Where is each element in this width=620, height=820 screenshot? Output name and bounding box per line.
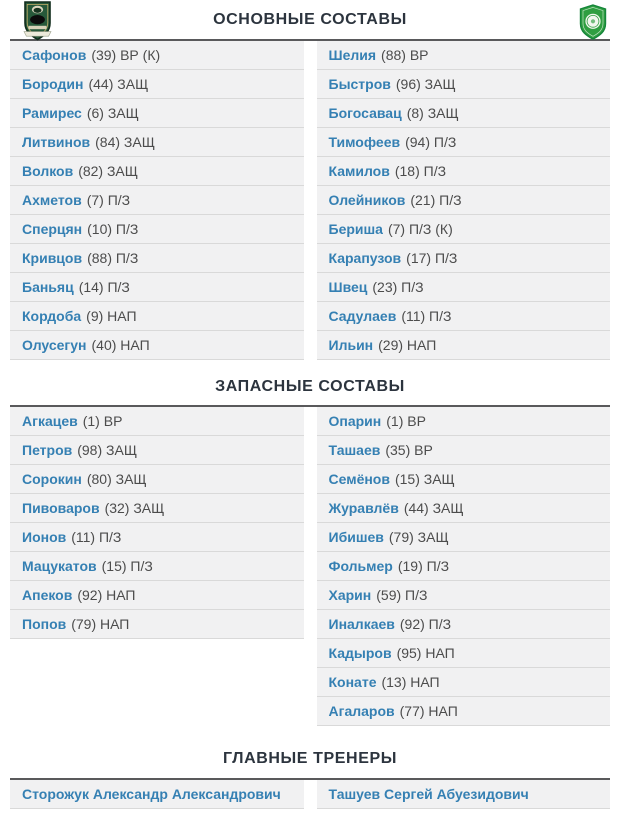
player-row xyxy=(10,581,304,610)
player-details: (82) ЗАЩ xyxy=(78,163,138,179)
player-row xyxy=(10,302,304,331)
player-name-link[interactable]: Шелия xyxy=(328,47,377,63)
player-row xyxy=(317,465,611,494)
player-name-link[interactable]: Богосавац xyxy=(328,105,402,121)
player-details: (92) П/З xyxy=(399,616,452,632)
coaches-header xyxy=(10,726,610,780)
player-details: (1) ВР xyxy=(386,413,426,429)
player-row xyxy=(317,552,611,581)
player-name-link[interactable]: Фольмер xyxy=(328,558,393,574)
player-name-link[interactable]: Агаларов xyxy=(328,703,395,719)
player-name-link[interactable]: Апеков xyxy=(22,587,73,603)
player-details: (44) ЗАЩ xyxy=(88,76,149,92)
player-row xyxy=(10,99,304,128)
player-details: (8) ЗАЩ xyxy=(406,105,459,121)
player-name-link[interactable]: Конате xyxy=(328,674,377,690)
player-name-link[interactable]: Ахметов xyxy=(22,192,82,208)
fc-krasnodar-crest-icon xyxy=(22,1,53,41)
player-name-link[interactable]: Сторожук Александр Александрович xyxy=(22,786,281,802)
player-name-link[interactable]: Швец xyxy=(328,279,368,295)
player-row xyxy=(10,331,304,360)
home-main-lineup-column xyxy=(10,41,304,360)
player-name-link[interactable]: Пивоваров xyxy=(22,500,100,516)
player-row xyxy=(317,186,611,215)
player-details: (11) П/З xyxy=(401,308,452,324)
player-name-link[interactable]: Карапузов xyxy=(328,250,402,266)
player-details: (88) П/З xyxy=(87,250,139,266)
player-details: (19) П/З xyxy=(397,558,450,574)
player-row xyxy=(317,128,611,157)
akhmat-grozny-crest-icon xyxy=(578,4,608,41)
player-row xyxy=(317,99,611,128)
player-row xyxy=(10,523,304,552)
akhmat-grozny-logo[interactable] xyxy=(578,4,608,46)
player-name-link[interactable]: Олусегун xyxy=(22,337,87,353)
player-row xyxy=(10,70,304,99)
player-row xyxy=(10,41,304,70)
substitutes-table xyxy=(10,407,610,726)
player-details: (40) НАП xyxy=(91,337,150,353)
player-details: (7) П/З xyxy=(86,192,131,208)
away-main-lineup-column xyxy=(317,41,611,360)
player-row xyxy=(317,697,611,726)
player-name-link[interactable]: Бородин xyxy=(22,76,84,92)
player-row xyxy=(10,780,304,809)
player-details: (79) ЗАЩ xyxy=(388,529,449,545)
player-name-link[interactable]: Литвинов xyxy=(22,134,91,150)
player-name-link[interactable]: Агкацев xyxy=(22,413,78,429)
player-name-link[interactable]: Волков xyxy=(22,163,74,179)
player-name-link[interactable]: Быстров xyxy=(328,76,391,92)
section-title-subs: ЗАПАСНЫЕ СОСТАВЫ xyxy=(215,377,405,395)
player-name-link[interactable]: Ибишев xyxy=(328,529,384,545)
away-coach-column xyxy=(317,780,611,809)
player-details: (98) ЗАЩ xyxy=(77,442,137,458)
player-details: (11) П/З xyxy=(71,529,122,545)
player-details: (1) ВР xyxy=(82,413,123,429)
player-details: (94) П/З xyxy=(405,134,457,150)
fc-krasnodar-logo[interactable] xyxy=(22,1,53,46)
player-name-link[interactable]: Ташуев Сергей Абуезидович xyxy=(328,786,529,802)
player-row xyxy=(317,157,611,186)
player-details: (23) П/З xyxy=(372,279,424,295)
player-row xyxy=(317,780,611,809)
player-name-link[interactable]: Семёнов xyxy=(328,471,390,487)
player-row xyxy=(317,244,611,273)
player-name-link[interactable]: Олейников xyxy=(328,192,406,208)
player-row xyxy=(317,302,611,331)
player-row xyxy=(10,407,304,436)
player-row xyxy=(10,244,304,273)
main-lineups-table xyxy=(10,41,610,360)
player-row xyxy=(10,436,304,465)
player-details: (39) ВР (К) xyxy=(91,47,161,63)
player-row xyxy=(317,610,611,639)
player-name-link[interactable]: Садулаев xyxy=(328,308,397,324)
player-details: (7) П/З (К) xyxy=(387,221,453,237)
player-row xyxy=(317,523,611,552)
player-details: (92) НАП xyxy=(77,587,136,603)
player-details: (17) П/З xyxy=(406,250,458,266)
player-row xyxy=(317,581,611,610)
player-row xyxy=(10,465,304,494)
player-details: (29) НАП xyxy=(378,337,437,353)
player-row xyxy=(317,70,611,99)
player-name-link[interactable]: Тимофеев xyxy=(328,134,401,150)
player-row xyxy=(10,552,304,581)
player-details: (32) ЗАЩ xyxy=(104,500,165,516)
player-row xyxy=(10,128,304,157)
player-row xyxy=(317,668,611,697)
player-row xyxy=(10,610,304,639)
player-row xyxy=(10,186,304,215)
player-details: (18) П/З xyxy=(394,163,447,179)
player-details: (6) ЗАЩ xyxy=(86,105,139,121)
player-row xyxy=(10,494,304,523)
player-details: (35) ВР xyxy=(385,442,433,458)
home-substitutes-column xyxy=(10,407,304,639)
player-name-link[interactable]: Кордоба xyxy=(22,308,82,324)
player-name-link[interactable]: Бериша xyxy=(328,221,383,237)
player-name-link[interactable]: Ионов xyxy=(22,529,67,545)
player-name-link[interactable]: Рамирес xyxy=(22,105,82,121)
coaches-table xyxy=(10,780,610,809)
player-details: (44) ЗАЩ xyxy=(403,500,464,516)
player-details: (13) НАП xyxy=(381,674,440,690)
player-row xyxy=(317,639,611,668)
home-coach-column xyxy=(10,780,304,809)
player-name-link[interactable]: Сорокин xyxy=(22,471,82,487)
player-details: (15) П/З xyxy=(101,558,153,574)
player-details: (14) П/З xyxy=(78,279,130,295)
section-title-main: ОСНОВНЫЕ СОСТАВЫ xyxy=(213,10,407,28)
main-lineups-header xyxy=(10,0,610,41)
player-details: (88) ВР xyxy=(381,47,429,63)
player-name-link[interactable]: Журавлёв xyxy=(328,500,399,516)
player-row xyxy=(317,215,611,244)
player-details: (79) НАП xyxy=(71,616,130,632)
player-name-link[interactable]: Петров xyxy=(22,442,73,458)
player-details: (21) П/З xyxy=(410,192,462,208)
player-name-link[interactable]: Иналкаев xyxy=(328,616,395,632)
player-details: (77) НАП xyxy=(399,703,458,719)
player-details: (96) ЗАЩ xyxy=(395,76,456,92)
player-row xyxy=(317,407,611,436)
player-details: (84) ЗАЩ xyxy=(95,134,155,150)
player-details: (59) П/З xyxy=(376,587,428,603)
player-row xyxy=(10,215,304,244)
player-row xyxy=(317,331,611,360)
player-name-link[interactable]: Кривцов xyxy=(22,250,83,266)
player-details: (9) НАП xyxy=(86,308,137,324)
player-name-link[interactable]: Ташаев xyxy=(328,442,381,458)
player-name-link[interactable]: Кадыров xyxy=(328,645,392,661)
player-row xyxy=(10,157,304,186)
player-name-link[interactable]: Ильин xyxy=(328,337,374,353)
player-name-link[interactable]: Баньяц xyxy=(22,279,74,295)
player-row xyxy=(317,273,611,302)
player-name-link[interactable]: Сафонов xyxy=(22,47,87,63)
away-substitutes-column xyxy=(317,407,611,726)
player-row xyxy=(317,41,611,70)
section-title-coaches: ГЛАВНЫЕ ТРЕНЕРЫ xyxy=(222,750,398,767)
player-name-link[interactable]: Мацукатов xyxy=(22,558,97,574)
player-row xyxy=(317,494,611,523)
player-row xyxy=(317,436,611,465)
player-name-link[interactable]: Камилов xyxy=(328,163,390,179)
player-name-link[interactable]: Попов xyxy=(22,616,67,632)
player-name-link[interactable]: Сперцян xyxy=(22,221,83,237)
substitutes-header xyxy=(10,360,610,407)
player-details: (80) ЗАЩ xyxy=(86,471,147,487)
player-row xyxy=(10,273,304,302)
player-name-link[interactable]: Опарин xyxy=(328,413,382,429)
player-details: (95) НАП xyxy=(396,645,455,661)
player-name-link[interactable]: Харин xyxy=(328,587,372,603)
player-details: (15) ЗАЩ xyxy=(394,471,455,487)
player-details: (10) П/З xyxy=(87,221,139,237)
